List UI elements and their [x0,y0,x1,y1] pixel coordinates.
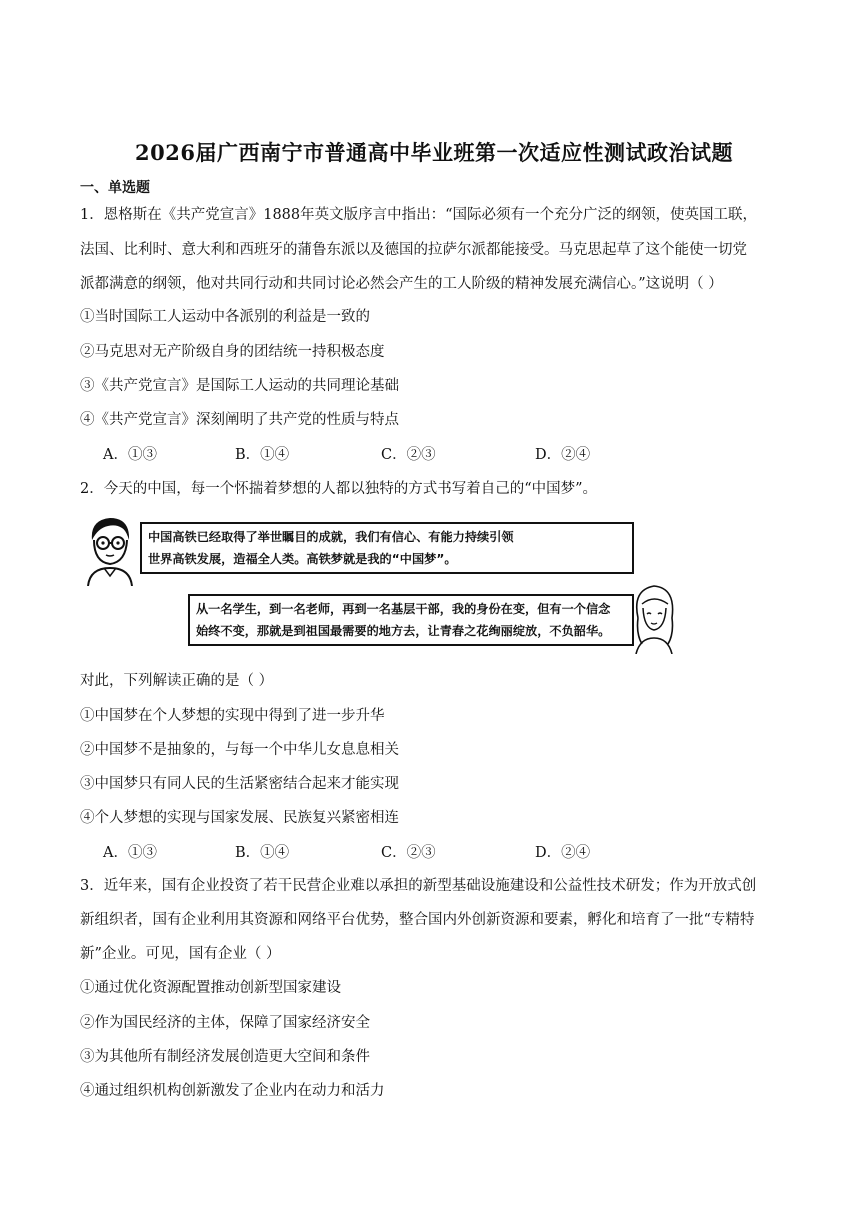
q1-statement: ④《共产党宣言》深刻阐明了共产党的性质与特点 [80,412,399,428]
bubble-line: 从一名学生，到一名老师，再到一名基层干部，我的身份在变，但有一个信念 [196,602,611,616]
q2-statement: ③中国梦只有同人民的生活紧密结合起来才能实现 [80,776,399,792]
q2-statement: ②中国梦不是抽象的，与每一个中华儿女息息相关 [80,742,399,758]
q3-statement: ①通过优化资源配置推动创新型国家建设 [80,980,341,996]
page-title: 2026届广西南宁市普通高中毕业班第一次适应性测试政治试题 [135,140,733,165]
q1-statement: ①当时国际工人运动中各派别的利益是一致的 [80,309,370,325]
option-c[interactable]: C．②③ [381,447,436,463]
q2-stem: 2．今天的中国，每一个怀揣着梦想的人都以独特的方式书写着自己的“中国梦”。 [80,481,598,497]
option-b[interactable]: B．①④ [235,447,290,463]
q1-statement: ③《共产党宣言》是国际工人运动的共同理论基础 [80,378,399,394]
q3-statement: ④通过组织机构创新激发了企业内在动力和活力 [80,1083,385,1099]
speech-bubble-grassroots-cadre [188,594,634,646]
q1-stem-line: 派都满意的纲领，他对共同行动和共同讨论必然会产生的工人阶级的精神发展充满信心。”这说明（ ） [80,276,723,292]
q2-statement: ①中国梦在个人梦想的实现中得到了进一步升华 [80,708,385,724]
q3-stem-line: 新”企业。可见，国有企业（ ） [80,946,281,962]
option-c[interactable]: C．②③ [381,845,436,861]
girl-avatar-icon [630,578,678,654]
boy-avatar-icon [82,510,138,586]
q3-statement: ③为其他所有制经济发展创造更大空间和条件 [80,1049,370,1065]
q1-options [103,443,663,465]
option-d[interactable]: D．②④ [535,447,591,463]
q3-stem-line: 3．近年来，国有企业投资了若干民营企业难以承担的新型基础设施建设和公益性技术研发；作为开放式创 [80,878,757,894]
q1-stem-line: 法国、比利时、意大利和西班牙的蒲鲁东派以及德国的拉萨尔派都能接受。马克思起草了这个能使一切党 [80,242,747,258]
bubble-line: 中国高铁已经取得了举世瞩目的成就，我们有信心、有能力持续引领 [148,530,514,544]
option-b[interactable]: B．①④ [235,845,290,861]
speech-bubble-high-speed-rail [140,522,634,574]
q3-stem-line: 新组织者，国有企业利用其资源和网络平台优势，整合国内外创新资源和要素，孵化和培育了一批“专精特 [80,912,755,928]
q2-prompt: 对此，下列解读正确的是（ ） [80,673,274,689]
option-a[interactable]: A．①③ [103,845,157,861]
option-a[interactable]: A．①③ [103,447,157,463]
q1-stem-line: 1．恩格斯在《共产党宣言》1888年英文版序言中指出：“国际必须有一个充分广泛的纲领，使英国工联， [80,207,758,223]
q3-statement: ②作为国民经济的主体，保障了国家经济安全 [80,1015,370,1031]
q2-options [103,841,663,863]
bubble-line: 始终不变，那就是到祖国最需要的地方去，让青春之花绚丽绽放，不负韶华。 [196,624,611,638]
section-heading: 一、单选题 [80,180,150,196]
q2-statement: ④个人梦想的实现与国家发展、民族复兴紧密相连 [80,810,399,826]
bubble-line: 世界高铁发展，造福全人类。高铁梦就是我的“中国梦”。 [148,552,457,566]
chinese-dream-illustration [82,508,678,654]
q1-statement: ②马克思对无产阶级自身的团结统一持积极态度 [80,344,385,360]
option-d[interactable]: D．②④ [535,845,591,861]
